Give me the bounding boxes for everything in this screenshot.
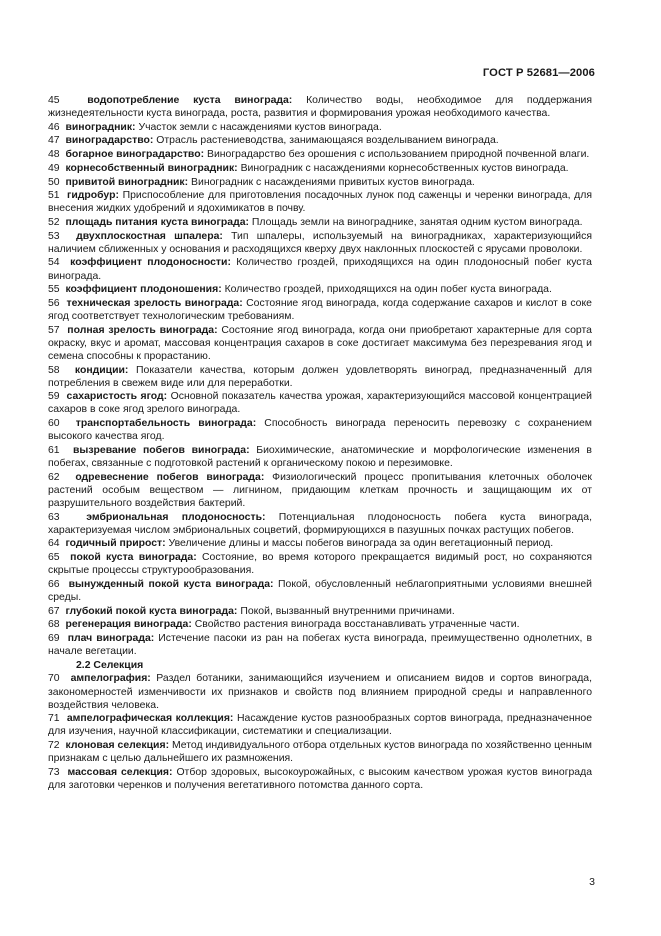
term-definition: Виноградник с насаждениями корнесобственных кустов винограда. [240,162,569,174]
term-number: 72 [48,740,60,752]
section-title: Селекция [93,659,144,671]
term-definition: Насаждение кустов разнообразных сортов винограда, предназначенное для изучения, научной классификации, систематики и специализации. [48,713,593,738]
term-entry [48,121,592,134]
term-name: коэффициент плодоношения: [65,284,222,296]
term-number: 71 [48,713,60,725]
term-entry [48,444,592,470]
term-number: 51 [48,190,60,202]
term-definition: Виноградник с насаждениями привитых кустов винограда. [191,176,475,188]
term-name: плач винограда: [67,633,155,644]
term-name: ампелография: [70,673,151,685]
term-definition: Раздел ботаники, занимающийся изучением и описанием видов и сортов винограда, закономерностей изменчивости их признаков и свойств под влиянием природной среды и направленного воздействия человека. [48,673,592,711]
term-number: 67 [48,605,60,617]
term-definition: Потенциальная плодоносность побега куста винограда, характеризуемая числом эмбриональных соцветий, формирующихся в пазушных почках растущих побегов. [48,511,592,536]
term-name: клоновая селекция: [65,740,170,752]
term-definition: Покой, обусловленный неблагоприятными условиями внешней среды. [48,578,592,603]
term-entry [48,94,592,120]
term-entry [48,537,592,550]
term-definition: Состояние, во время которого прекращается видимый рост, но сохраняются скрытые процессы структурообразования. [48,552,593,577]
term-entry [48,324,592,363]
term-number: 56 [48,297,60,309]
term-number: 50 [48,176,60,188]
term-definition: Способность винограда переносить перевозку с сохранением высокого качества ягод. [48,418,592,443]
term-number: 52 [48,217,60,228]
term-entry [48,672,592,711]
term-definition: Биохимические, анатомические и морфологические изменения в побегах, связанные с подготовкой растений к органическому покою и перезимовке. [48,444,592,470]
term-number: 68 [48,619,60,631]
term-number: 70 [48,673,60,685]
term-name: богарное виноградарство: [65,149,205,161]
term-name: полная зрелость винограда: [67,324,218,336]
term-definition: Участок земли с насаждениями кустов винограда. [138,121,382,133]
term-number: 63 [48,511,60,523]
term-number: 64 [48,538,60,550]
term-entry [48,417,592,443]
term-entry [48,618,592,631]
term-definition: Площадь земли на винограднике, занятая одним кустом винограда. [251,217,583,228]
term-entry [48,297,592,323]
section-heading [48,659,592,672]
term-name: глубокий покой куста винограда: [65,605,238,617]
term-name: вызревание побегов винограда: [73,444,250,456]
term-entry [48,283,592,296]
term-definition: Основной показатель качества урожая, характеризующийся массовой концентрацией сахаров в соке ягод зрелого винограда. [48,391,592,416]
term-definition: Покой, вызванный внутренними причинами. [240,605,455,617]
term-entry [48,176,592,189]
term-definition: Тип шпалеры, используемый на виноградниках, характеризующийся наличием сближенных у основания и расходящихся кверху двух наклонных плоскостей с ярусами проволоки. [48,230,592,255]
term-name: виноградарство: [65,135,154,147]
section-number: 2.2 [76,659,91,671]
term-name: регенерация винограда: [65,619,192,631]
term-name: одревеснение побегов винограда: [75,471,265,483]
term-number: 59 [48,391,60,403]
term-definition: Количество гроздей, приходящихся на один плодоносный побег куста винограда. [48,257,592,282]
term-entry [48,471,592,510]
term-name: двухплоскостная шпалера: [76,230,223,242]
term-number: 58 [48,364,60,376]
term-number: 45 [48,95,60,106]
term-entry [48,605,592,618]
term-definition: Отбор здоровых, высокоурожайных, с высоким качеством урожая кустов винограда для заготовки черенков и получения вегетативного потомства данного сорта. [48,766,593,791]
term-name: транспортабельность винограда: [75,418,257,430]
term-definition: Увеличение длины и массы побегов винограда за один вегетационный период. [168,538,554,550]
term-entry [48,390,592,416]
term-number: 55 [48,284,60,296]
term-entry [48,632,592,658]
term-number: 57 [48,324,60,336]
term-definition: Состояние ягод винограда, когда содержание сахаров и кислот в соке ягод соответствует технологическим требованиям. [48,297,592,323]
term-entry [48,364,592,390]
term-name: площадь питания куста винограда: [65,217,249,228]
term-number: 66 [48,578,60,590]
term-number: 62 [48,471,60,483]
term-number: 53 [48,230,60,242]
term-entry [48,230,592,256]
term-name: коэффициент плодоносности: [70,257,231,269]
term-name: сахаристость ягод: [66,391,168,403]
term-number: 47 [48,135,60,147]
term-name: водопотребление куста винограда: [87,95,293,106]
term-entry [48,148,592,161]
term-name: привитой виноградник: [65,176,189,188]
term-name: ампелографическая коллекция: [66,713,234,725]
term-definition: Показатели качества, которым должен удовлетворять виноград, предназначенный для потребления в свежем виде или для переработки. [48,364,592,389]
term-definition: Физиологический процесс пропитывания клеточных оболочек растений особым веществом — лигнином, придающим клеткам прочность и защищающим их от разрушительного воздействия бактерий. [48,471,592,509]
term-entry [48,216,592,229]
term-definition: Метод индивидуального отбора отдельных кустов винограда по хозяйственно ценным признакам с целью дальнейшего их размножения. [48,740,592,765]
term-number: 54 [48,257,60,269]
term-entry [48,511,592,537]
term-number: 73 [48,766,60,778]
term-number: 60 [48,418,60,430]
entries-group-1 [48,94,592,658]
term-entry [48,256,592,282]
term-entry [48,766,592,792]
term-definition: Количество гроздей, приходящихся на один побег куста винограда. [224,284,552,296]
term-name: кондиции: [74,364,129,376]
term-number: 49 [48,162,60,174]
term-name: техническая зрелость винограда: [66,297,243,309]
term-entry [48,551,592,577]
entries-group-2 [48,672,592,792]
term-definition: Виноградарство без орошения с использованием природной почвенной влаги. [206,149,590,161]
term-number: 69 [48,633,60,644]
term-definition: Приспособление для приготовления посадочных лунок под саженцы и черенки винограда, для внесения жидких удобрений и ядохимикатов в почву. [48,190,592,215]
term-entry [48,134,592,147]
term-entry [48,739,592,765]
term-number: 46 [48,121,60,133]
term-definition: Свойство растения винограда восстанавливать утраченные части. [194,619,520,631]
term-name: эмбриональная плодоносность: [86,511,266,523]
term-name: виноградник: [65,121,136,133]
term-entry [48,712,592,738]
term-name: массовая селекция: [67,766,173,778]
term-name: гидробур: [66,190,119,202]
document-code: ГОСТ Р 52681—2006 [482,67,595,79]
term-name: вынужденный покой куста винограда: [68,578,274,590]
term-name: корнесобственный виноградник: [65,162,238,174]
term-definition: Количество воды, необходимое для поддержания жизнедеятельности куста винограда, роста, развития и формирования урожая необходимого качества. [48,95,592,120]
term-entry [48,189,592,215]
terms-list [48,94,592,793]
term-number: 48 [48,149,60,161]
term-definition: Истечение пасоки из ран на побегах куста винограда, преимущественно однолетних, в начале вегетации. [48,633,593,658]
page-number: 3 [589,876,595,888]
term-definition: Состояние ягод винограда, когда они приобретают характерные для сорта окраску, вкус и аромат, массовая концентрация сахаров в соке достигает максимума без перезревания ягод и семена способны к прорастанию. [48,324,592,362]
term-name: покой куста винограда: [70,552,197,564]
term-definition: Отрасль растениеводства, занимающаяся возделыванием винограда. [156,135,499,147]
term-entry [48,162,592,175]
term-number: 65 [48,552,60,564]
term-name: годичный прирост: [65,538,166,550]
term-entry [48,578,592,604]
term-number: 61 [48,444,60,456]
